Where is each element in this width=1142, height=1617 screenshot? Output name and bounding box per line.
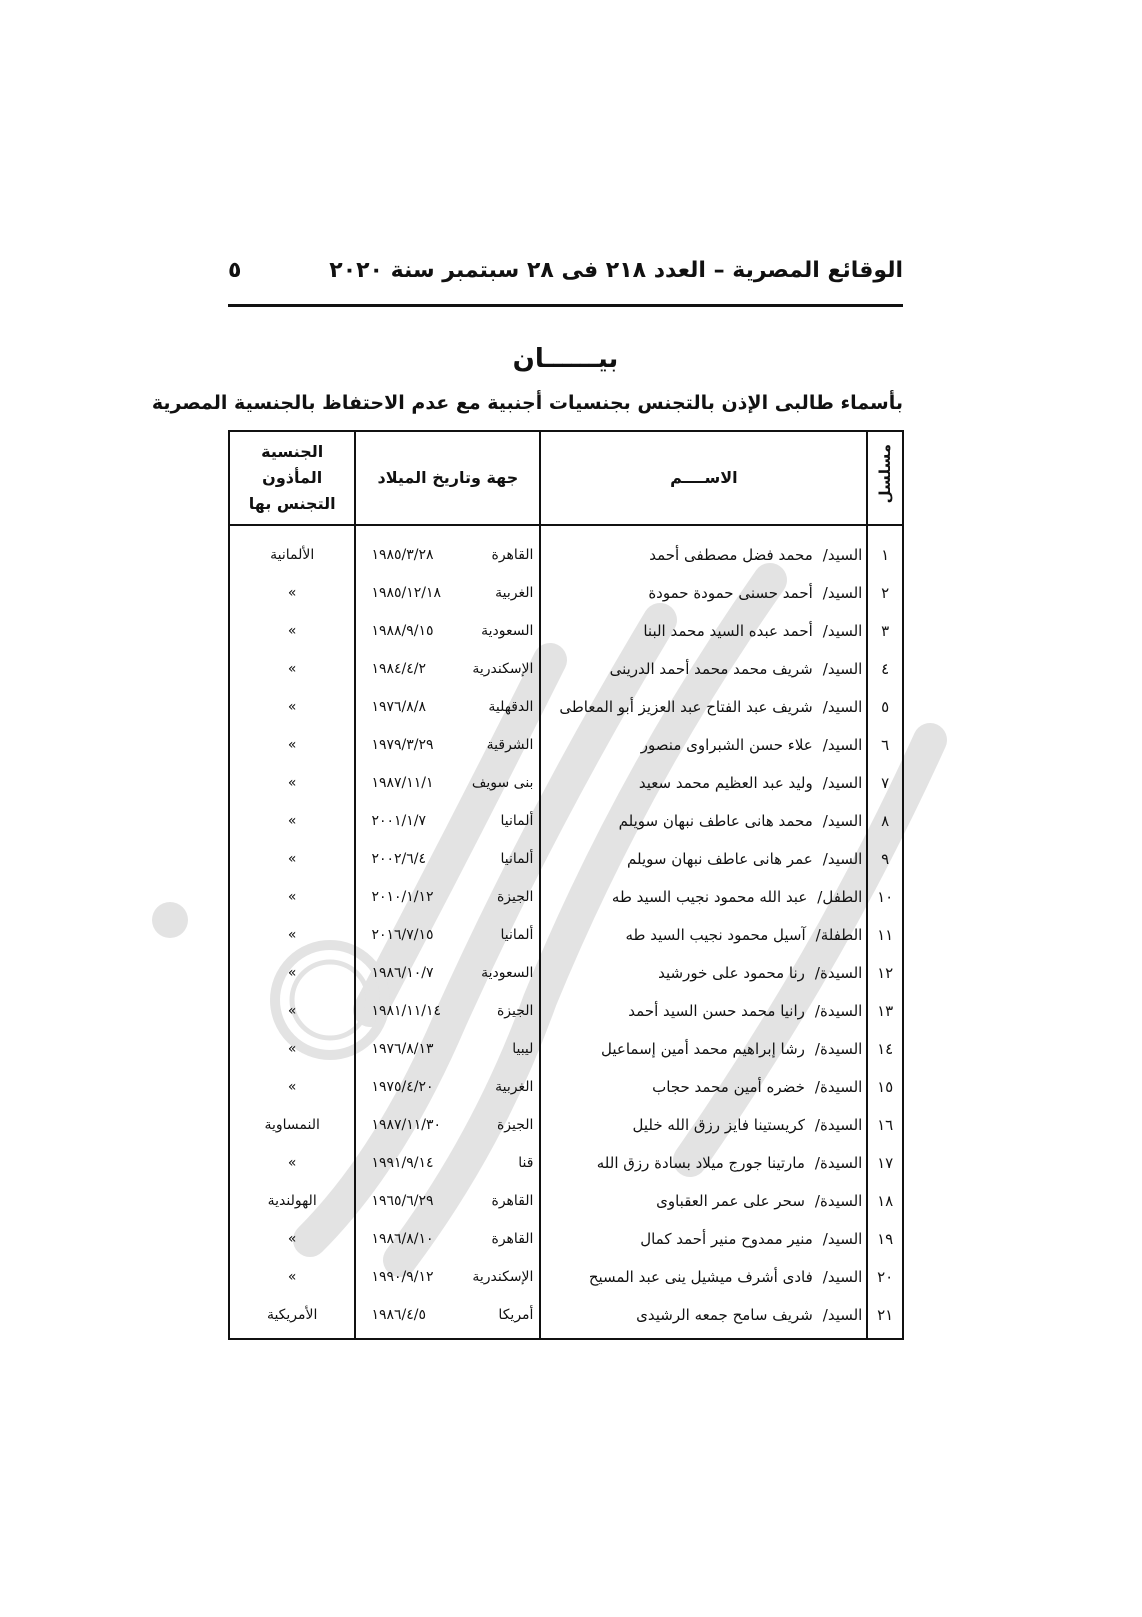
row-full-name: أحمد حسنى حمودة حمودة (648, 584, 813, 602)
row-birthplace: الغربية (495, 1079, 534, 1095)
row-nationality: » (229, 726, 355, 764)
row-place-date-cell (355, 650, 540, 688)
row-honorific: السيدة/ (814, 1040, 863, 1058)
row-name-cell (540, 1296, 867, 1334)
row-name-cell (540, 574, 867, 612)
row-birthplace: الإسكندرية (472, 1269, 534, 1285)
row-nationality: » (229, 1144, 355, 1182)
row-serial: ٢ (867, 574, 903, 612)
row-birthdate: ١٩٨٧/١١/٣٠ (371, 1117, 442, 1133)
gazette-issue-title: الوقائع المصرية – العدد ٢١٨ فى ٢٨ سبتمبر سنة ٢٠٢٠ (329, 258, 903, 283)
row-full-name: مارتينا جورج ميلاد بسادة رزق الله (596, 1154, 805, 1172)
row-birthdate: ١٩٨٤/٤/٢ (371, 661, 426, 677)
row-serial: ١٠ (867, 878, 903, 916)
row-honorific: السيد/ (822, 774, 863, 792)
row-birthplace: الجيزة (496, 1117, 534, 1133)
row-full-name: رنا محمود على خورشيد (658, 964, 805, 982)
row-serial: ٤ (867, 650, 903, 688)
row-nationality: » (229, 992, 355, 1030)
row-serial: ١٧ (867, 1144, 903, 1182)
table-spacer (229, 525, 903, 536)
row-name-cell (540, 612, 867, 650)
table-row (229, 612, 903, 650)
table-row (229, 1258, 903, 1296)
row-honorific: السيدة/ (814, 1002, 863, 1020)
row-honorific: السيد/ (822, 660, 863, 678)
row-honorific: الطفل/ (817, 888, 863, 906)
table-row (229, 650, 903, 688)
table-row (229, 954, 903, 992)
row-nationality: » (229, 1258, 355, 1296)
row-name-cell (540, 1106, 867, 1144)
row-nationality: النمساوية (229, 1106, 355, 1144)
row-full-name: شريف محمد محمد أحمد الدرينى (609, 660, 813, 678)
row-serial: ١٦ (867, 1106, 903, 1144)
row-full-name: كريستينا فايز رزق الله خليل (632, 1116, 805, 1134)
header-serial: مسلسل (867, 431, 903, 525)
table-body (229, 525, 903, 1339)
row-birthdate: ١٩٨٥/٣/٢٨ (371, 547, 434, 563)
row-name-cell (540, 1182, 867, 1220)
row-birthdate: ١٩٨٦/٨/١٠ (371, 1231, 434, 1247)
row-birthplace: القاهرة (491, 1193, 534, 1209)
row-full-name: وليد عبد العظيم محمد سعيد (638, 774, 813, 792)
row-birthplace: ألمانيا (500, 927, 534, 943)
table-row (229, 1296, 903, 1334)
row-birthplace: السعودية (481, 965, 534, 981)
table-row (229, 802, 903, 840)
row-name-cell (540, 1068, 867, 1106)
row-honorific: السيد/ (822, 698, 863, 716)
row-name-cell (540, 840, 867, 878)
row-birthdate: ٢٠٠١/١/٧ (371, 813, 426, 829)
row-name-cell (540, 992, 867, 1030)
table-row (229, 916, 903, 954)
row-birthplace: قنا (518, 1155, 534, 1171)
table-row (229, 1106, 903, 1144)
row-honorific: الطفلة/ (815, 926, 863, 944)
row-honorific: السيد/ (822, 736, 863, 754)
table-header-row (229, 431, 903, 525)
row-birthdate: ١٩٩١/٩/١٤ (371, 1155, 434, 1171)
row-nationality: » (229, 916, 355, 954)
row-serial: ٣ (867, 612, 903, 650)
row-serial: ٦ (867, 726, 903, 764)
row-nationality: » (229, 954, 355, 992)
table-row (229, 764, 903, 802)
row-birthplace: الشرقية (486, 737, 534, 753)
row-name-cell (540, 726, 867, 764)
row-serial: ٢١ (867, 1296, 903, 1334)
row-nationality: الألمانية (229, 536, 355, 574)
table-row (229, 688, 903, 726)
row-name-cell (540, 878, 867, 916)
row-birthplace: القاهرة (491, 547, 534, 563)
row-place-date-cell (355, 802, 540, 840)
row-full-name: محمد هانى عاطف نبهان سويلم (618, 812, 813, 830)
row-birthdate: ١٩٨٧/١١/١ (371, 775, 434, 791)
row-birthdate: ١٩٧٦/٨/٨ (371, 699, 426, 715)
row-nationality: » (229, 1030, 355, 1068)
document-title: بيــــــان (512, 344, 619, 374)
row-name-cell (540, 650, 867, 688)
row-birthdate: ٢٠١٦/٧/١٥ (371, 927, 434, 943)
header-nationality: الجنسية المأذون التجنس بها (229, 431, 355, 525)
row-birthplace: الدقهلية (488, 699, 534, 715)
header-divider (228, 304, 903, 307)
row-serial: ١٣ (867, 992, 903, 1030)
row-place-date-cell (355, 1258, 540, 1296)
row-serial: ١ (867, 536, 903, 574)
row-honorific: السيدة/ (814, 1154, 863, 1172)
row-serial: ١٨ (867, 1182, 903, 1220)
row-serial: ٨ (867, 802, 903, 840)
row-name-cell (540, 1030, 867, 1068)
row-nationality: » (229, 840, 355, 878)
row-nationality: » (229, 574, 355, 612)
row-birthdate: ١٩٨١/١١/١٤ (371, 1003, 442, 1019)
row-nationality: الأمريكية (229, 1296, 355, 1334)
row-birthdate: ١٩٨٦/٤/٥ (371, 1307, 426, 1323)
table-row (229, 1182, 903, 1220)
row-serial: ١٥ (867, 1068, 903, 1106)
row-serial: ١٤ (867, 1030, 903, 1068)
row-full-name: خضره أمين محمد حجاب (652, 1078, 805, 1096)
row-honorific: السيد/ (822, 1268, 863, 1286)
table-row (229, 992, 903, 1030)
row-name-cell (540, 1258, 867, 1296)
row-honorific: السيدة/ (814, 964, 863, 982)
row-birthdate: ١٩٧٦/٨/١٣ (371, 1041, 434, 1057)
row-full-name: رانيا محمد حسن السيد أحمد (628, 1002, 805, 1020)
row-serial: ٢٠ (867, 1258, 903, 1296)
row-birthdate: ١٩٦٥/٦/٢٩ (371, 1193, 434, 1209)
row-nationality: » (229, 764, 355, 802)
row-place-date-cell (355, 954, 540, 992)
row-birthplace: ليبيا (512, 1041, 534, 1057)
row-honorific: السيد/ (822, 546, 863, 564)
row-name-cell (540, 954, 867, 992)
row-place-date-cell (355, 1182, 540, 1220)
row-full-name: آسيل محمود نجيب السيد طه (625, 926, 806, 944)
table-row (229, 840, 903, 878)
row-place-date-cell (355, 840, 540, 878)
row-birthplace: أمريكا (498, 1307, 534, 1323)
row-birthdate: ١٩٩٠/٩/١٢ (371, 1269, 434, 1285)
row-full-name: علاء حسن الشبراوى منصور (640, 736, 813, 754)
header-place-date: جهة وتاريخ الميلاد (355, 431, 540, 525)
row-name-cell (540, 688, 867, 726)
row-nationality: » (229, 650, 355, 688)
row-honorific: السيد/ (822, 622, 863, 640)
row-birthdate: ١٩٨٨/٩/١٥ (371, 623, 434, 639)
row-birthplace: ألمانيا (500, 851, 534, 867)
row-nationality: » (229, 802, 355, 840)
row-nationality: » (229, 1220, 355, 1258)
row-full-name: شريف عبد الفتاح عبد العزيز أبو المعاطى (559, 698, 813, 716)
row-full-name: شريف سامح جمعه الرشيدى (636, 1306, 813, 1324)
row-serial: ١٩ (867, 1220, 903, 1258)
document-subtitle: بأسماء طالبى الإذن بالتجنس بجنسيات أجنبية مع عدم الاحتفاظ بالجنسية المصرية (151, 392, 903, 414)
page-number: ٥ (228, 258, 242, 283)
row-honorific: السيد/ (822, 1306, 863, 1324)
row-birthplace: الغربية (495, 585, 534, 601)
row-place-date-cell (355, 1068, 540, 1106)
row-place-date-cell (355, 878, 540, 916)
row-full-name: منير ممدوح منير أحمد كمال (640, 1230, 813, 1248)
table-row (229, 1220, 903, 1258)
row-name-cell (540, 802, 867, 840)
naturalization-table (228, 430, 904, 1340)
row-birthplace: ألمانيا (500, 813, 534, 829)
row-honorific: السيدة/ (814, 1192, 863, 1210)
row-birthplace: السعودية (481, 623, 534, 639)
row-name-cell (540, 916, 867, 954)
row-place-date-cell (355, 1106, 540, 1144)
row-honorific: السيد/ (822, 1230, 863, 1248)
table-row (229, 1144, 903, 1182)
row-honorific: السيدة/ (814, 1116, 863, 1134)
row-birthplace: القاهرة (491, 1231, 534, 1247)
row-full-name: أحمد عبده السيد محمد البنا (643, 622, 813, 640)
row-serial: ١٢ (867, 954, 903, 992)
table-row (229, 574, 903, 612)
row-full-name: عبد الله محمود نجيب السيد طه (611, 888, 808, 906)
row-serial: ٥ (867, 688, 903, 726)
row-full-name: محمد فضل مصطفى أحمد (649, 546, 813, 564)
row-birthdate: ١٩٨٦/١٠/٧ (371, 965, 434, 981)
row-name-cell (540, 764, 867, 802)
row-full-name: عمر هانى عاطف نبهان سويلم (627, 850, 813, 868)
row-place-date-cell (355, 536, 540, 574)
row-birthplace: بنى سويف (471, 775, 534, 791)
row-full-name: رشا إبراهيم محمد أمين إسماعيل (601, 1040, 805, 1058)
table-row (229, 878, 903, 916)
row-honorific: السيدة/ (814, 1078, 863, 1096)
row-serial: ١١ (867, 916, 903, 954)
row-honorific: السيد/ (822, 584, 863, 602)
row-honorific: السيد/ (822, 850, 863, 868)
row-name-cell (540, 536, 867, 574)
table-row (229, 726, 903, 764)
row-nationality: » (229, 1068, 355, 1106)
table-row (229, 536, 903, 574)
row-nationality: » (229, 688, 355, 726)
row-birthdate: ٢٠٠٢/٦/٤ (371, 851, 426, 867)
row-place-date-cell (355, 764, 540, 802)
row-birthdate: ١٩٧٩/٣/٢٩ (371, 737, 434, 753)
row-birthplace: الجيزة (496, 1003, 534, 1019)
header-name: الاســــم (540, 431, 867, 525)
row-place-date-cell (355, 1144, 540, 1182)
row-full-name: سحر على عمر العقباوى (656, 1192, 805, 1210)
row-place-date-cell (355, 1296, 540, 1334)
table-row (229, 1030, 903, 1068)
running-header (228, 258, 903, 298)
row-serial: ٧ (867, 764, 903, 802)
row-place-date-cell (355, 574, 540, 612)
row-birthplace: الجيزة (496, 889, 534, 905)
row-birthdate: ١٩٨٥/١٢/١٨ (371, 585, 442, 601)
row-honorific: السيد/ (822, 812, 863, 830)
row-birthdate: ١٩٧٥/٤/٢٠ (371, 1079, 434, 1095)
row-name-cell (540, 1220, 867, 1258)
row-serial: ٩ (867, 840, 903, 878)
row-birthdate: ٢٠١٠/١/١٢ (371, 889, 434, 905)
row-place-date-cell (355, 992, 540, 1030)
row-place-date-cell (355, 916, 540, 954)
row-full-name: فادى أشرف ميشيل ينى عبد المسيح (588, 1268, 813, 1286)
row-place-date-cell (355, 688, 540, 726)
row-place-date-cell (355, 1220, 540, 1258)
row-nationality: » (229, 878, 355, 916)
row-name-cell (540, 1144, 867, 1182)
table-spacer (229, 1334, 903, 1339)
row-nationality: الهولندية (229, 1182, 355, 1220)
row-nationality: » (229, 612, 355, 650)
row-place-date-cell (355, 612, 540, 650)
row-place-date-cell (355, 726, 540, 764)
table-row (229, 1068, 903, 1106)
row-place-date-cell (355, 1030, 540, 1068)
row-birthplace: الإسكندرية (472, 661, 534, 677)
